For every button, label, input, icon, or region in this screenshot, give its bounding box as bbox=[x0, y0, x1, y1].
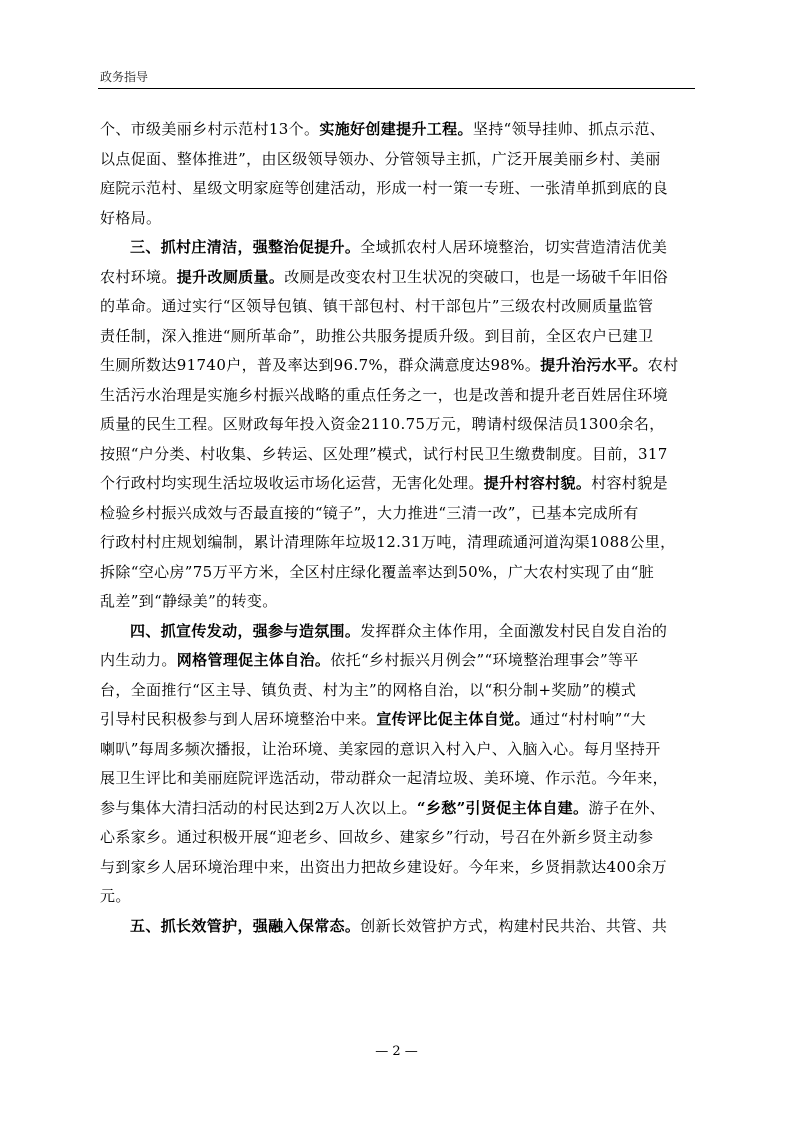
text-line bbox=[100, 882, 694, 912]
text-run: 全域抓农村人居环境整治，切实营造清洁优美 bbox=[360, 238, 668, 256]
text-line bbox=[100, 853, 694, 883]
text-run: 个行政村均实现生活垃圾收运市场化运营，无害化处理。 bbox=[100, 474, 484, 492]
text-line bbox=[100, 823, 694, 853]
text-line bbox=[100, 145, 694, 175]
text-line bbox=[100, 174, 694, 204]
text-run: 按照“户分类、村收集、乡转运、区处理”模式，试行村民卫生缴费制度。目前，317 bbox=[100, 444, 668, 463]
text-line bbox=[100, 115, 694, 145]
text-line bbox=[100, 263, 694, 293]
text-run: 内生动力。 bbox=[100, 651, 177, 669]
bold-text: “乡愁”引贤促主体自建。 bbox=[416, 798, 589, 817]
text-run: 生活污水治理是实施乡村振兴战略的重点任务之一，也是改善和提升老百姓居住环境 bbox=[100, 385, 668, 404]
text-run: 拆除“空心房”75万平方米，全区村庄绿化覆盖率达到50%，广大农村实现了由“脏 bbox=[100, 562, 655, 581]
text-run: 村容村貌是 bbox=[591, 474, 668, 492]
text-run: 以点促面、整体推进”，由区级领导领办、分管领导主抓，广泛开展美丽乡村、美丽 bbox=[100, 149, 661, 168]
text-line bbox=[100, 646, 694, 676]
header-rule bbox=[98, 88, 695, 89]
text-run: 喇叭”每周多频次播报，让治环境、美家园的意识入村入户、入脑入心。每月坚持开 bbox=[100, 739, 661, 758]
page-number: — 2 — bbox=[375, 1044, 418, 1059]
text-line bbox=[100, 499, 694, 529]
bold-text: 提升改厕质量。 bbox=[176, 267, 285, 286]
bold-text: 五、抓长效管护，强融入保常态。 bbox=[130, 916, 361, 935]
text-run: 生厕所数达91740户，普及率达到96.7%，群众满意度达98%。 bbox=[100, 356, 541, 374]
text-line bbox=[100, 351, 694, 381]
text-run: 创新长效管护方式，构建村民共治、共管、共 bbox=[360, 916, 668, 935]
text-run: 的革命。通过实行“区领导包镇、镇干部包村、村干部包片”三级农村改厕质量监管 bbox=[100, 297, 654, 315]
text-line bbox=[100, 292, 694, 322]
text-run: 参与集体大清扫活动的村民达到2万人次以上。 bbox=[100, 798, 417, 817]
bold-text: 三、抓村庄清洁，强整治促提升。 bbox=[130, 238, 361, 256]
text-run: 发挥群众主体作用，全面激发村民自发自治的 bbox=[360, 621, 668, 640]
running-header: 政务指导 bbox=[100, 70, 149, 84]
text-line bbox=[100, 381, 694, 411]
text-line bbox=[100, 322, 694, 352]
text-run: 检验乡村振兴成效与否最直接的“镜子”，大力推进“三清一改”，已基本完成所有 bbox=[100, 503, 639, 522]
text-line bbox=[100, 528, 694, 558]
text-run: 改厕是改变农村卫生状况的突破口，也是一场破千年旧俗 bbox=[284, 267, 668, 286]
bold-text: 网格管理促主体自治。 bbox=[176, 651, 331, 669]
text-run: 心系家乡。通过积极开展“迎老乡、回故乡、建家乡”行动，号召在外新乡贤主动参 bbox=[100, 828, 654, 846]
text-line bbox=[100, 410, 694, 440]
text-run: 引导村民积极参与到人居环境整治中来。 bbox=[100, 710, 377, 728]
text-run: 乱差”到“静绿美”的转变。 bbox=[100, 592, 278, 610]
text-run: 质量的民生工程。区财政每年投入资金2110.75万元，聘请村级保洁员1300余名， bbox=[100, 415, 665, 433]
text-run: 游子在外、 bbox=[588, 798, 666, 817]
text-line bbox=[100, 204, 694, 234]
text-run: 庭院示范村、星级文明家庭等创建活动，形成一村一策一专班、一张清单抓到底的良 bbox=[100, 179, 668, 197]
text-run: 与到家乡人居环境治理中来，出资出力把故乡建设好。今年来，乡贤捐款达400余万 bbox=[100, 857, 667, 876]
text-line bbox=[100, 912, 694, 942]
text-line bbox=[100, 735, 694, 765]
text-run: 农村环境。 bbox=[100, 267, 177, 286]
text-run: 依托“乡村振兴月例会”“环境整治理事会”等平 bbox=[330, 651, 639, 669]
bold-text: 宣传评比促主体自觉。 bbox=[376, 710, 530, 728]
bold-text: 四、抓宣传发动，强参与造氛围。 bbox=[130, 621, 361, 640]
bold-text: 提升治污水平。 bbox=[540, 356, 648, 374]
text-line bbox=[100, 705, 694, 735]
text-run: 通过“村村响”“大 bbox=[529, 710, 646, 728]
text-line bbox=[100, 558, 694, 588]
text-line bbox=[100, 587, 694, 617]
text-run: 责任制，深入推进“厕所革命”，助推公共服务提质升级。到目前，全区农户已建卫 bbox=[100, 326, 654, 345]
text-run: 农村 bbox=[647, 356, 679, 374]
text-line bbox=[100, 233, 694, 263]
text-run: 行政村村庄规划编制，累计清理陈年垃圾12.31万吨，清理疏通河道沟渠1088公里， bbox=[100, 533, 676, 551]
text-line bbox=[100, 676, 694, 706]
text-run: 好格局。 bbox=[100, 208, 162, 227]
text-line bbox=[100, 794, 694, 824]
bold-text: 提升村容村貌。 bbox=[483, 474, 592, 492]
body-text bbox=[100, 115, 694, 941]
bold-text: 实施好创建提升工程。 bbox=[319, 120, 473, 138]
text-line bbox=[100, 617, 694, 647]
text-run: 台，全面推行“区主导、镇负责、村为主”的网格自治，以“积分制+奖励”的模式 bbox=[100, 680, 637, 699]
text-line bbox=[100, 469, 694, 499]
text-run: 展卫生评比和美丽庭院评选活动，带动群众一起清垃圾、美环境、作示范。今年来， bbox=[100, 769, 668, 787]
text-line bbox=[100, 440, 694, 470]
text-line bbox=[100, 764, 694, 794]
text-run: 坚持“领导挂帅、抓点示范、 bbox=[472, 120, 666, 138]
text-run: 元。 bbox=[100, 887, 131, 905]
text-run: 个、市级美丽乡村示范村13个。 bbox=[100, 120, 320, 138]
